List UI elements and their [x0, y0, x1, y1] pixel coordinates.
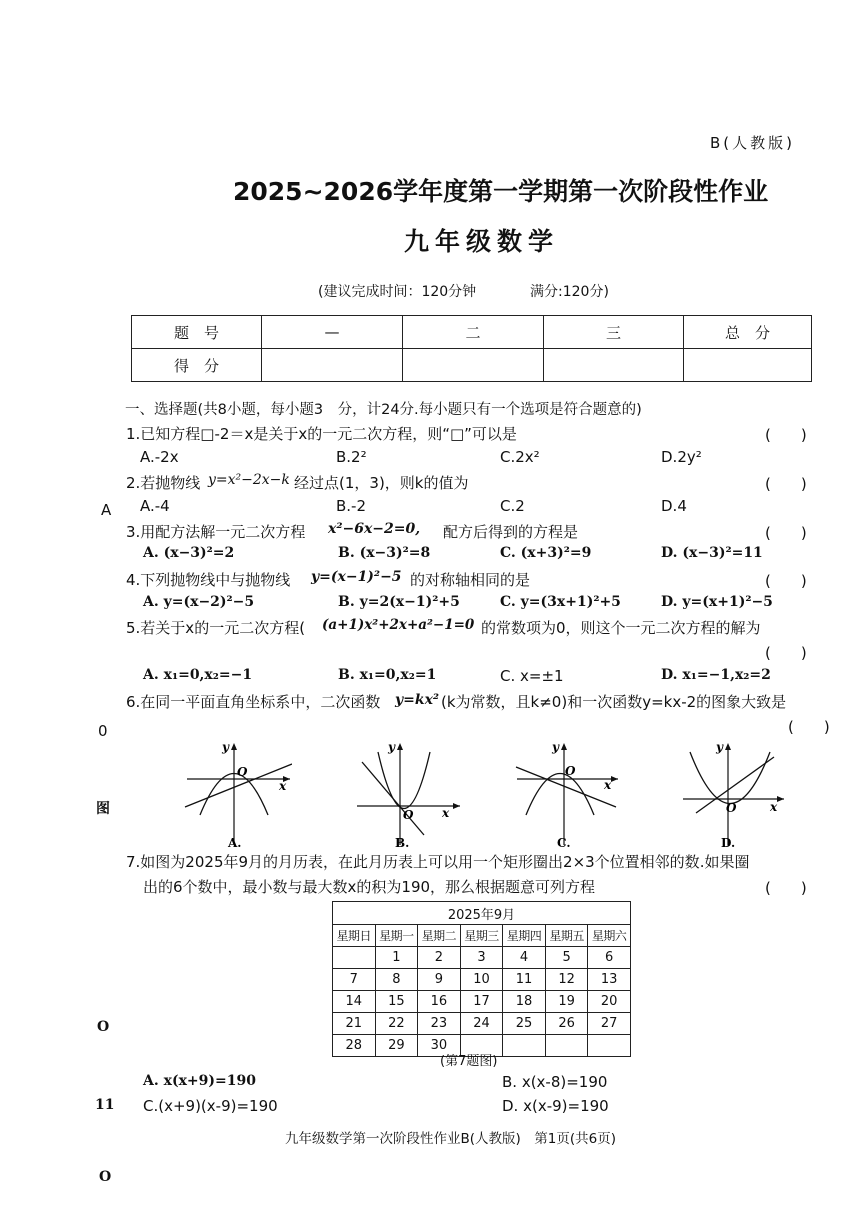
calendar-day: 1	[375, 947, 418, 969]
answer-paren[interactable]: ( )	[765, 426, 807, 444]
axis-x-label: x	[279, 779, 287, 793]
calendar-day	[333, 947, 376, 969]
option-a[interactable]: A. (x−3)²=2	[143, 545, 235, 561]
question-stem: (k为常数，且k≠0)和一次函数y=kx-2的图象大致是	[441, 693, 787, 711]
option-c[interactable]: C. x=±1	[500, 667, 564, 685]
question-stem: 4.下列抛物线中与抛物线	[126, 571, 291, 589]
option-c[interactable]: C.2x²	[500, 448, 540, 466]
calendar-day: 11	[503, 969, 546, 991]
calendar-weekday: 星期六	[588, 925, 631, 947]
calendar-day: 4	[503, 947, 546, 969]
option-c[interactable]: C. y=(3x+1)²+5	[500, 594, 621, 610]
calendar-day	[503, 1035, 546, 1057]
option-a[interactable]: A.-2x	[140, 448, 179, 466]
question-formula: y=x²−2x−k	[208, 472, 290, 488]
origin-label: O	[403, 808, 414, 822]
calendar-day: 30	[418, 1035, 461, 1057]
calendar-title-row	[333, 902, 631, 925]
calendar-week-row	[333, 1013, 631, 1035]
answer-paren[interactable]: ( )	[765, 572, 807, 590]
option-b[interactable]: B. x(x-8)=190	[502, 1073, 608, 1091]
margin-mark: 0	[98, 722, 108, 740]
calendar-day: 9	[418, 969, 461, 991]
margin-mark: 图	[96, 801, 110, 817]
option-a[interactable]: A.-4	[140, 497, 170, 515]
graph-label: C.	[557, 836, 571, 849]
graph-b-svg	[352, 737, 462, 849]
axis-x-label: x	[442, 806, 450, 820]
question-formula: x²−6x−2=0,	[328, 521, 421, 537]
calendar-day: 13	[588, 969, 631, 991]
calendar-day: 27	[588, 1013, 631, 1035]
calendar-header-row	[333, 925, 631, 947]
margin-mark: A	[101, 501, 112, 519]
score-input-cell[interactable]	[262, 349, 403, 382]
option-d[interactable]: D. x₁=−1,x₂=2	[661, 667, 771, 683]
page-subtitle: 九年级数学	[404, 227, 560, 256]
option-d[interactable]: D. (x−3)²=11	[661, 545, 763, 561]
score-input-cell[interactable]	[544, 349, 684, 382]
score-table-row	[132, 349, 812, 382]
calendar-day: 3	[460, 947, 503, 969]
calendar-day: 12	[545, 969, 588, 991]
calendar-day: 15	[375, 991, 418, 1013]
calendar-day: 25	[503, 1013, 546, 1035]
edition-label: B(人教版)	[710, 134, 795, 152]
option-d[interactable]: D. x(x-9)=190	[502, 1097, 609, 1115]
calendar-day: 28	[333, 1035, 376, 1057]
full-score: 满分:120分)	[530, 284, 609, 300]
score-header-cell: 题 号	[132, 316, 262, 349]
calendar-day: 21	[333, 1013, 376, 1035]
question-stem: 配方后得到的方程是	[443, 523, 579, 541]
time-note: (建议完成时间：120分钟	[318, 284, 477, 300]
score-header-cell: 三	[544, 316, 684, 349]
calendar-day: 16	[418, 991, 461, 1013]
calendar-table	[332, 901, 631, 1057]
graph-label: A.	[228, 836, 242, 849]
question-formula: y=(x−1)²−5	[311, 569, 402, 585]
question-stem: 3.用配方法解一元二次方程	[126, 523, 306, 541]
question-stem: 7.如图为2025年9月的月历表，在此月历表上可以用一个矩形圈出2×3个位置相邻的数.如果圈	[126, 853, 750, 871]
question-stem: 的常数项为0，则这个一元二次方程的解为	[481, 619, 761, 637]
page-footer: 九年级数学第一次阶段性作业B(人教版) 第1页(共6页)	[285, 1131, 617, 1147]
option-c[interactable]: C.(x+9)(x-9)=190	[143, 1097, 278, 1115]
axis-x-label: x	[604, 778, 612, 792]
calendar-day: 22	[375, 1013, 418, 1035]
option-b[interactable]: B. x₁=0,x₂=1	[338, 667, 437, 683]
margin-mark: O	[99, 1169, 112, 1185]
axis-x-label: x	[770, 800, 778, 814]
calendar-day: 7	[333, 969, 376, 991]
calendar-title: 2025年9月	[333, 902, 631, 925]
score-header-cell: 二	[403, 316, 544, 349]
axis-y-label: y	[552, 740, 559, 754]
graph-option-b[interactable]	[352, 737, 462, 849]
option-d[interactable]: D.2y²	[661, 448, 702, 466]
section-heading: 一、选择题(共8小题，每小题3 分，计24分.每小题只有一个选项是符合题意的)	[125, 402, 642, 418]
question-stem: 2.若抛物线	[126, 474, 201, 492]
question-stem: 5.若关于x的一元二次方程(	[126, 619, 306, 637]
calendar-day	[588, 1035, 631, 1057]
option-d[interactable]: D.4	[661, 497, 687, 515]
calendar-weekday: 星期五	[545, 925, 588, 947]
figure-caption: (第7题图)	[440, 1054, 498, 1069]
graph-c-svg	[512, 737, 622, 849]
calendar-day: 17	[460, 991, 503, 1013]
margin-mark: O	[97, 1019, 110, 1035]
origin-label: O	[237, 765, 248, 779]
option-b[interactable]: B.2²	[336, 448, 367, 466]
axis-y-label: y	[388, 740, 395, 754]
option-b[interactable]: B.-2	[336, 497, 367, 515]
graph-option-c[interactable]	[512, 737, 622, 849]
graph-label: B.	[395, 836, 410, 849]
question-stem: 1.已知方程□-2＝x是关于x的一元二次方程，则“□”可以是	[126, 425, 517, 443]
score-header-cell: —	[262, 316, 403, 349]
question-stem: 经过点(1，3)，则k的值为	[294, 474, 469, 492]
score-table	[131, 315, 812, 382]
calendar-day: 6	[588, 947, 631, 969]
calendar-weekday: 星期日	[333, 925, 376, 947]
page-title: 2025~2026学年度第一学期第一次阶段性作业	[233, 177, 769, 206]
calendar-day: 18	[503, 991, 546, 1013]
calendar-day: 19	[545, 991, 588, 1013]
question-stem: 6.在同一平面直角坐标系中，二次函数	[126, 693, 381, 711]
origin-label: O	[726, 801, 737, 815]
calendar-day: 2	[418, 947, 461, 969]
graph-label: D.	[721, 836, 736, 849]
calendar-day: 5	[545, 947, 588, 969]
calendar-week-row	[333, 969, 631, 991]
calendar-day: 20	[588, 991, 631, 1013]
answer-paren[interactable]: ( )	[788, 718, 830, 736]
option-d[interactable]: D. y=(x+1)²−5	[661, 594, 773, 610]
score-label-cell: 得 分	[132, 349, 262, 382]
calendar-weekday: 星期二	[418, 925, 461, 947]
calendar-day: 14	[333, 991, 376, 1013]
graph-option-a[interactable]	[182, 737, 292, 849]
score-input-cell[interactable]	[684, 349, 812, 382]
calendar-weekday: 星期一	[375, 925, 418, 947]
question-formula: y=kx²	[395, 692, 440, 708]
axis-y-label: y	[222, 740, 229, 754]
calendar-day: 8	[375, 969, 418, 991]
option-c[interactable]: C. (x+3)²=9	[500, 545, 592, 561]
calendar-weekday: 星期三	[460, 925, 503, 947]
answer-paren[interactable]: ( )	[765, 475, 807, 493]
origin-label: O	[565, 764, 576, 778]
calendar-week-row	[333, 991, 631, 1013]
axis-y-label: y	[716, 740, 723, 754]
calendar-weekday: 星期四	[503, 925, 546, 947]
score-table-row	[132, 316, 812, 349]
score-input-cell[interactable]	[403, 349, 544, 382]
calendar-day: 29	[375, 1035, 418, 1057]
option-b[interactable]: B. y=2(x−1)²+5	[338, 594, 460, 610]
option-a[interactable]: A. y=(x−2)²−5	[143, 594, 255, 610]
calendar-day: 10	[460, 969, 503, 991]
calendar-day: 24	[460, 1013, 503, 1035]
option-a[interactable]: A. x₁=0,x₂=−1	[143, 667, 253, 683]
question-stem: 的对称轴相同的是	[410, 571, 531, 589]
question-formula: (a+1)x²+2x+a²−1=0	[322, 617, 475, 633]
calendar-day: 26	[545, 1013, 588, 1035]
question-stem: 出的6个数中，最小数与最大数x的积为190，那么根据题意可列方程	[143, 878, 596, 896]
graph-d-svg	[678, 737, 788, 849]
graph-option-d[interactable]	[678, 737, 788, 849]
answer-paren[interactable]: ( )	[765, 644, 807, 662]
score-header-cell: 总 分	[684, 316, 812, 349]
option-b[interactable]: B. (x−3)²=8	[338, 545, 431, 561]
calendar-day: 23	[418, 1013, 461, 1035]
calendar-day	[545, 1035, 588, 1057]
answer-paren[interactable]: ( )	[765, 524, 807, 542]
answer-paren[interactable]: ( )	[765, 879, 807, 897]
option-c[interactable]: C.2	[500, 497, 525, 515]
calendar-week-row	[333, 947, 631, 969]
graph-a-svg	[182, 737, 292, 849]
option-a[interactable]: A. x(x+9)=190	[143, 1073, 256, 1089]
margin-mark: 11	[95, 1097, 115, 1113]
